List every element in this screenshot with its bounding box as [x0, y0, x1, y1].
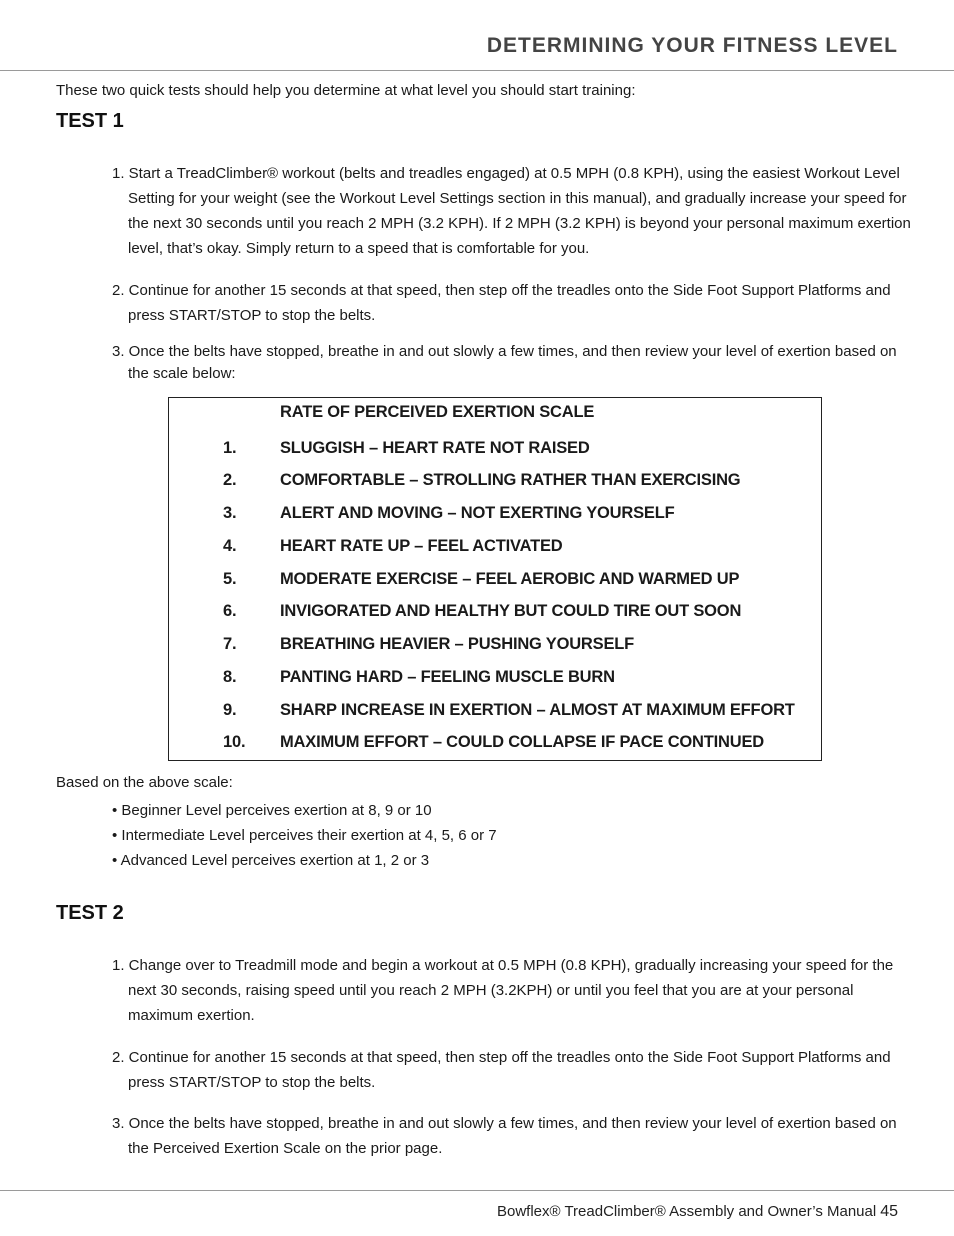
list-item: • Advanced Level perceives exertion at 1, 2 or 3 — [112, 852, 430, 869]
test-1-heading: TEST 1 — [56, 110, 124, 132]
scale-row-text: PANTING HARD – FEELING MUSCLE BURN — [280, 668, 615, 686]
scale-title: RATE OF PERCEIVED EXERTION SCALE — [280, 403, 595, 421]
scale-row-number: 10. — [223, 733, 246, 751]
scale-row-text: BREATHING HEAVIER – PUSHING YOURSELF — [280, 635, 635, 653]
page-header — [0, 0, 954, 71]
scale-row — [169, 570, 819, 594]
scale-row-number: 2. — [223, 471, 237, 489]
scale-row-text: MODERATE EXERCISE – FEEL AEROBIC AND WARMED UP — [280, 570, 740, 588]
scale-row-number: 7. — [223, 635, 237, 653]
scale-row-number: 1. — [223, 439, 237, 457]
scale-row — [169, 635, 819, 659]
scale-row-number: 6. — [223, 602, 237, 620]
scale-row-text: ALERT AND MOVING – NOT EXERTING YOURSELF — [280, 504, 675, 522]
based-on-scale-text: Based on the above scale: — [56, 774, 233, 791]
page-number: 45 — [880, 1203, 898, 1220]
test-2-step-1: 1. Change over to Treadmill mode and begin a workout at 0.5 MPH (0.8 KPH), gradually increasing your speed for the next 30 seconds, raising speed until you reach 2 MPH (3.2KPH) or until you feel that you are at your personal maximum exertion. — [112, 957, 894, 1024]
page-footer — [0, 1190, 954, 1236]
test-2-step-2: 2. Continue for another 15 seconds at that speed, then step off the treadles onto the Side Foot Support Platforms and press START/STOP to stop the belts. — [112, 1049, 891, 1091]
scale-row — [169, 733, 819, 757]
scale-row — [169, 668, 819, 692]
scale-row-text: SHARP INCREASE IN EXERTION – ALMOST AT MAXIMUM EFFORT — [280, 701, 795, 719]
perceived-exertion-scale — [168, 397, 822, 761]
scale-row-number: 8. — [223, 668, 237, 686]
scale-row — [169, 602, 819, 626]
footer-text — [497, 1203, 898, 1221]
fitness-level-list — [112, 798, 497, 873]
scale-row — [169, 504, 819, 528]
test-1-step-3: 3. Once the belts have stopped, breathe in and out slowly a few times, and then review your level of exertion based on the scale below: — [112, 343, 897, 382]
scale-row-number: 3. — [223, 504, 237, 522]
test-2-heading: TEST 2 — [56, 902, 124, 924]
scale-row-number: 5. — [223, 570, 237, 588]
list-item: • Intermediate Level perceives their exertion at 4, 5, 6 or 7 — [112, 827, 497, 844]
scale-row — [169, 439, 819, 463]
scale-row — [169, 471, 819, 495]
page-title: DETERMINING YOUR FITNESS LEVEL — [486, 34, 898, 57]
manual-title: Bowflex® TreadClimber® Assembly and Owner’s Manual — [496, 1203, 877, 1220]
scale-row-text: HEART RATE UP – FEEL ACTIVATED — [280, 537, 563, 555]
list-item: • Beginner Level perceives exertion at 8, 9 or 10 — [112, 802, 432, 819]
scale-row — [169, 701, 819, 725]
test-2-step-3: 3. Once the belts have stopped, breathe in and out slowly a few times, and then review your level of exertion based on the Perceived Exertion Scale on the prior page. — [112, 1115, 897, 1157]
scale-row — [169, 537, 819, 561]
intro-text: These two quick tests should help you determine at what level you should start training: — [56, 82, 636, 99]
scale-row-number: 4. — [223, 537, 237, 555]
scale-row-text: MAXIMUM EFFORT – COULD COLLAPSE IF PACE CONTINUED — [280, 733, 764, 751]
scale-row-text: SLUGGISH – HEART RATE NOT RAISED — [280, 439, 590, 457]
scale-row-text: COMFORTABLE – STROLLING RATHER THAN EXERCISING — [280, 471, 741, 489]
scale-row-text: INVIGORATED AND HEALTHY BUT COULD TIRE OUT SOON — [280, 602, 742, 620]
test-1-step-1: 1. Start a TreadClimber® workout (belts and treadles engaged) at 0.5 MPH (0.8 KPH), using the easiest Workout Level Setting for your weight (see the Workout Level Settings section in this manual), and gradually increase your speed for the next 30 seconds until you reach 2 MPH (3.2 KPH). If 2 MPH (3.2 KPH) is beyond your personal maximum exertion level, that’s okay. Simply return to a speed that is comfortable for you. — [112, 165, 911, 257]
scale-row-number: 9. — [223, 701, 237, 719]
test-1-step-2: 2. Continue for another 15 seconds at that speed, then step off the treadles onto the Side Foot Support Platforms and press START/STOP to stop the belts. — [112, 282, 891, 324]
